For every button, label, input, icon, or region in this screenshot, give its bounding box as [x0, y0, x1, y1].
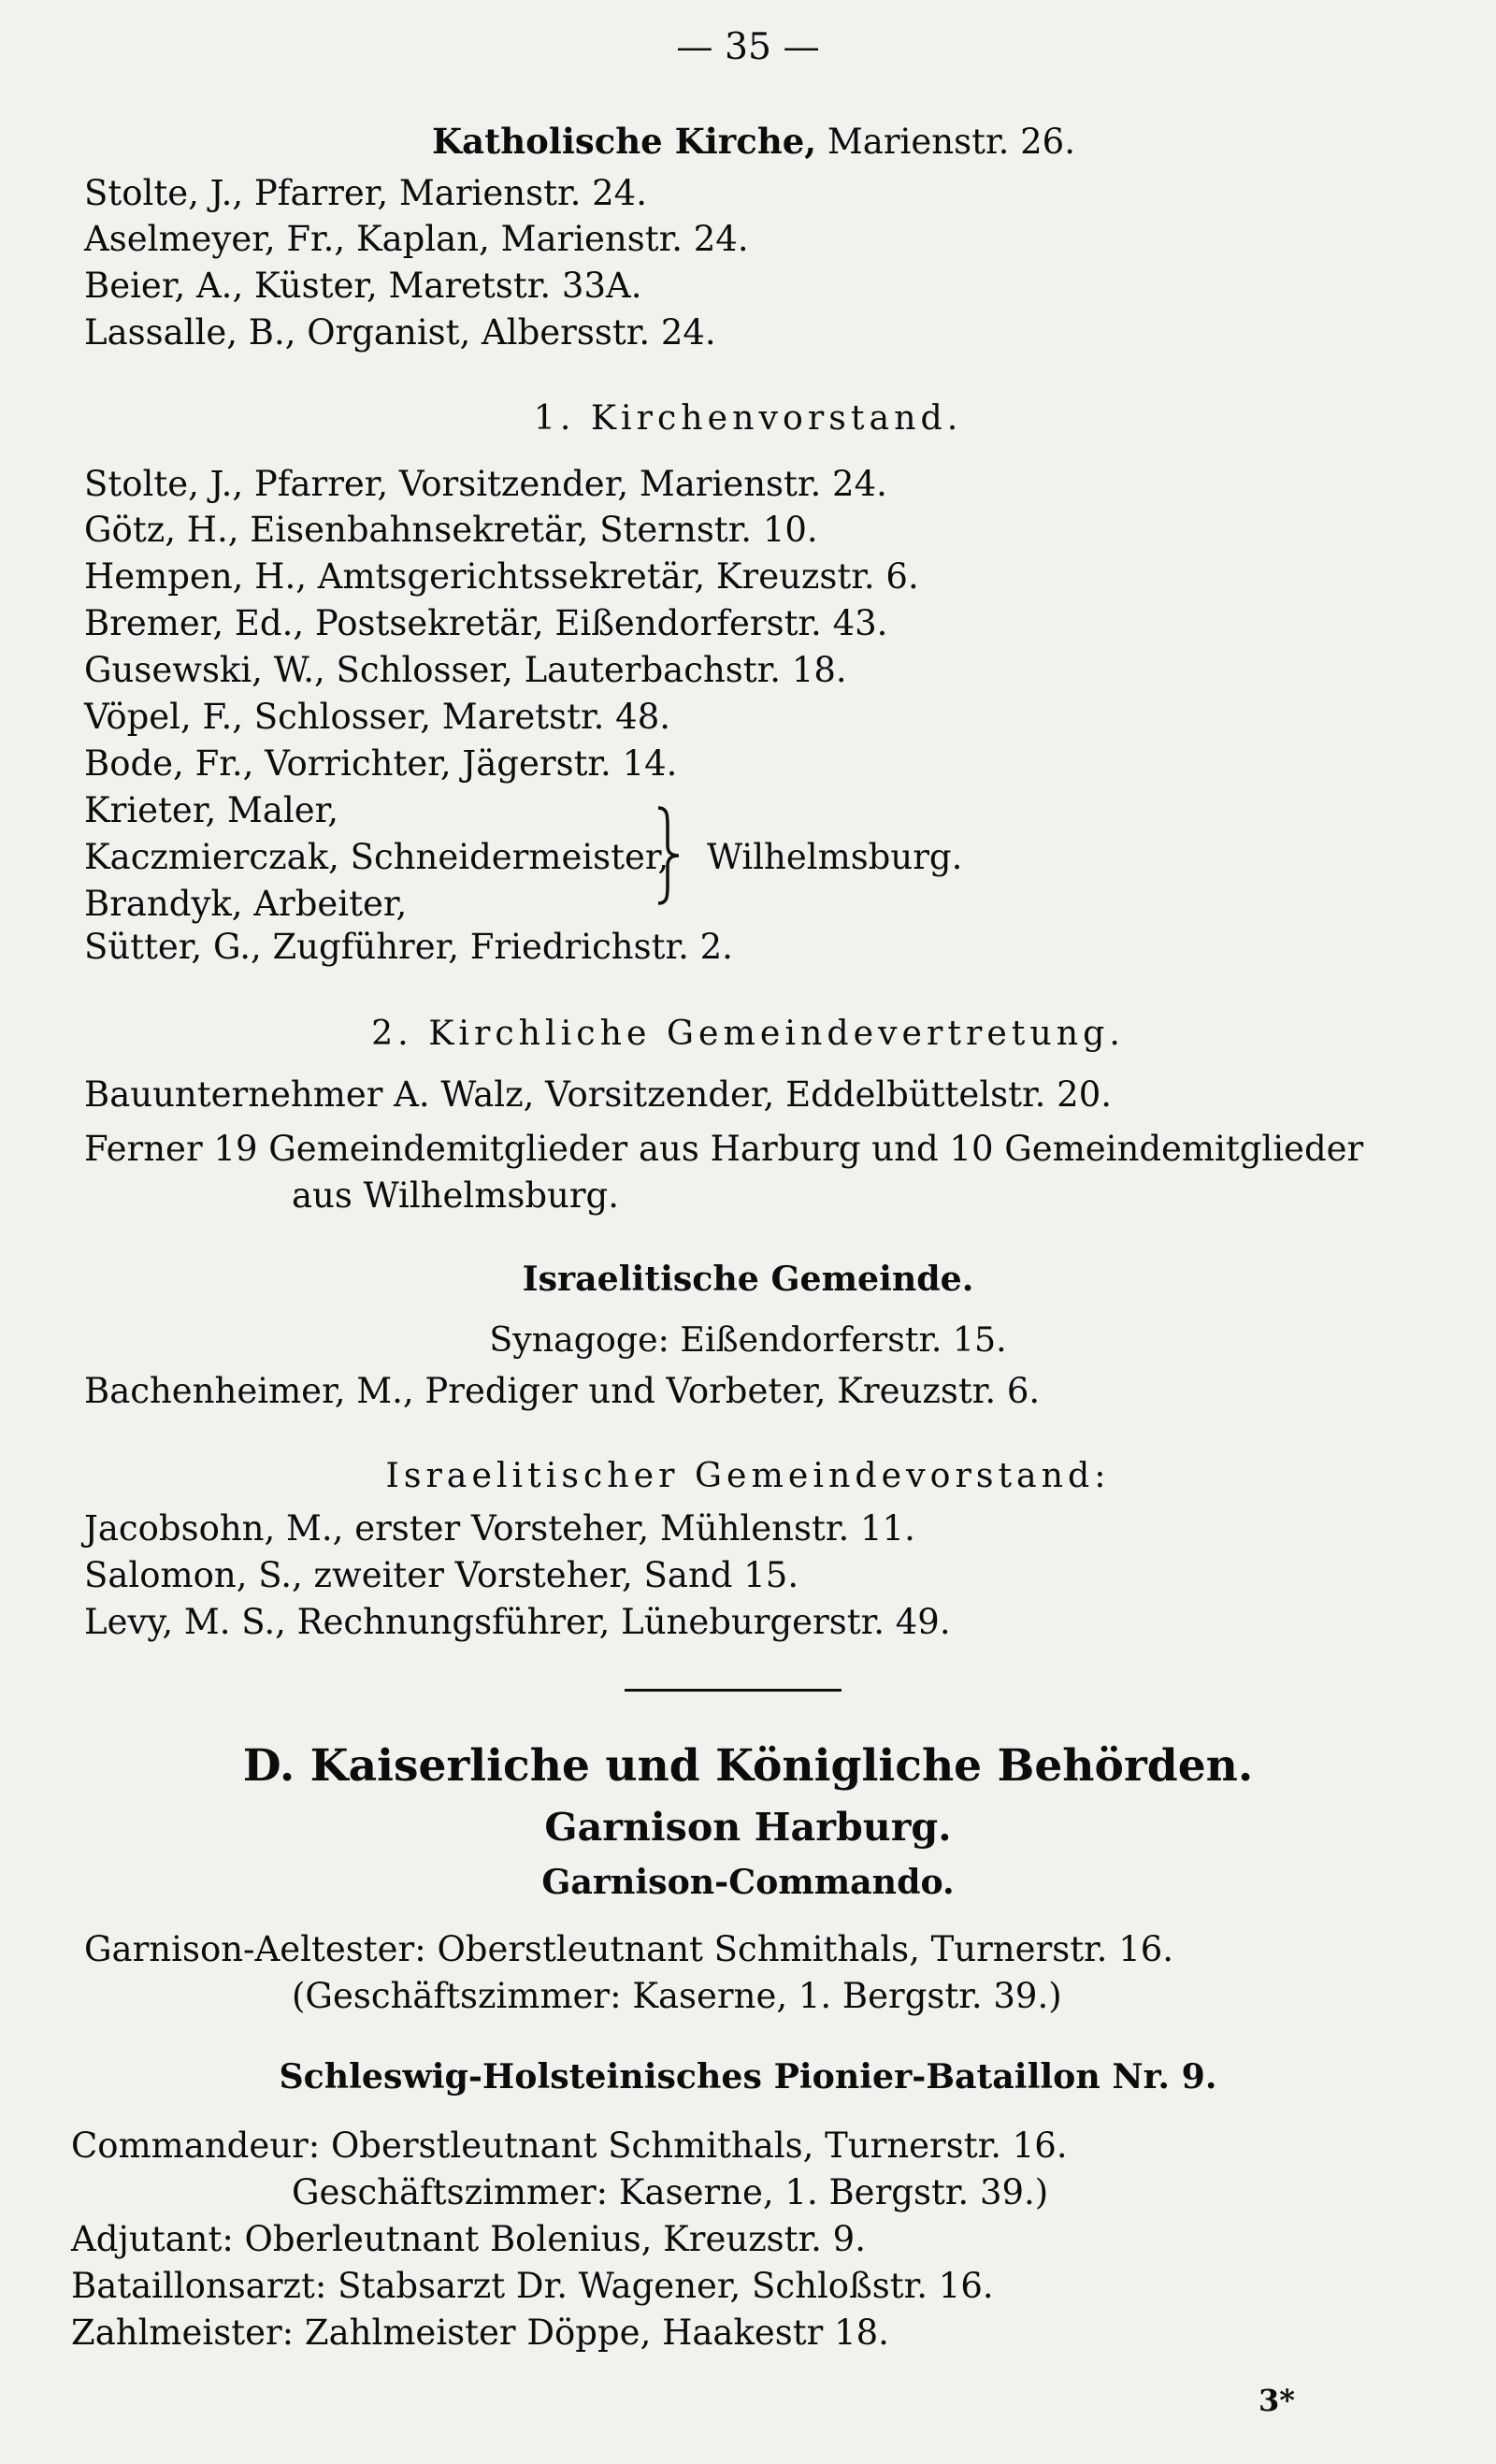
section-heading-israelitische-gemeinde: Israelitische Gemeinde. — [522, 1259, 974, 1299]
entry-line: Bauunternehmer A. Walz, Vorsitzender, Eddelbüttelstr. 20. — [84, 1074, 1112, 1115]
section-heading-behoerden: D. Kaiserliche und Königliche Behörden. — [242, 1740, 1254, 1792]
wilhelmsburg-label: Wilhelmsburg. — [707, 837, 963, 877]
entry-line: Geschäftszimmer: Kaserne, 1. Bergstr. 39.) — [292, 2172, 1049, 2212]
heading-garnison-commando: Garnison-Commando. — [541, 1862, 955, 1902]
entry-line: Gusewski, W., Schlosser, Lauterbachstr. 18. — [84, 650, 847, 690]
entry-line: aus Wilhelmsburg. — [292, 1175, 619, 1216]
entry-line: Garnison-Aeltester: Oberstleutnant Schmithals, Turnerstr. 16. — [84, 1929, 1174, 1969]
curly-brace-icon — [654, 806, 683, 905]
entry-line: Sütter, G., Zugführer, Friedrichstr. 2. — [84, 927, 733, 967]
subheading-gemeindevertretung: 2. Kirchliche Gemeindevertretung. — [371, 1013, 1125, 1053]
entry-line: Salomon, S., zweiter Vorsteher, Sand 15. — [84, 1555, 799, 1595]
entry-line: Bode, Fr., Vorrichter, Jägerstr. 14. — [84, 743, 678, 784]
page-number: — 35 — — [676, 26, 820, 68]
entry-line: Hempen, H., Amtsgerichtssekretär, Kreuzstr. 6. — [84, 556, 919, 597]
section-heading-katholische-kirche — [432, 120, 1075, 164]
signature-mark: 3* — [1259, 2383, 1295, 2418]
entry-line: Lassalle, B., Organist, Albersstr. 24. — [84, 312, 716, 353]
entry-line: Bataillonsarzt: Stabsarzt Dr. Wagener, Schloßstr. 16. — [71, 2266, 994, 2306]
entry-line: Beier, A., Küster, Maretstr. 33A. — [84, 266, 642, 306]
entry-line: Götz, H., Eisenbahnsekretär, Sternstr. 10. — [84, 510, 818, 550]
entry-line: (Geschäftszimmer: Kaserne, 1. Bergstr. 39.) — [292, 1976, 1062, 2016]
entry-line: Aselmeyer, Fr., Kaplan, Marienstr. 24. — [84, 219, 749, 259]
entry-line: Commandeur: Oberstleutnant Schmithals, Turnerstr. 16. — [71, 2125, 1068, 2166]
heading-title: Katholische Kirche, — [432, 121, 817, 162]
section-divider — [625, 1689, 842, 1692]
heading-garnison-harburg: Garnison Harburg. — [544, 1804, 952, 1850]
entry-line: Levy, M. S., Rechnungsführer, Lüneburgerstr. 49. — [84, 1602, 951, 1642]
entry-line: Jacobsohn, M., erster Vorsteher, Mühlenstr. 11. — [84, 1508, 915, 1549]
subheading-kirchenvorstand: 1. Kirchenvorstand. — [533, 397, 963, 438]
entry-line: Bremer, Ed., Postsekretär, Eißendorferstr. 43. — [84, 603, 888, 643]
entry-line: Bachenheimer, M., Prediger und Vorbeter, Kreuzstr. 6. — [84, 1371, 1041, 1411]
synagoge-line: Synagoge: Eißendorferstr. 15. — [489, 1319, 1007, 1360]
entry-line: Kaczmierczak, Schneidermeister, — [84, 837, 669, 877]
entry-line: Ferner 19 Gemeindemitglieder aus Harburg und 10 Gemeindemitglieder — [84, 1129, 1364, 1169]
subheading-gemeindevorstand: Israelitischer Gemeindevorstand: — [385, 1455, 1111, 1495]
entry-line: Zahlmeister: Zahlmeister Döppe, Haakestr 18. — [71, 2313, 889, 2353]
entry-line: Krieter, Maler, — [84, 790, 339, 830]
entry-line: Stolte, J., Pfarrer, Marienstr. 24. — [84, 173, 647, 213]
heading-address: Marienstr. 26. — [827, 122, 1075, 162]
entry-line: Brandyk, Arbeiter, — [84, 884, 408, 924]
entry-line: Vöpel, F., Schlosser, Maretstr. 48. — [84, 697, 670, 737]
entry-line: Stolte, J., Pfarrer, Vorsitzender, Marienstr. 24. — [84, 464, 887, 504]
entry-line: Adjutant: Oberleutnant Bolenius, Kreuzstr. 9. — [71, 2219, 866, 2259]
heading-pionier-bataillon: Schleswig-Holsteinisches Pionier-Bataillon Nr. 9. — [279, 2056, 1217, 2097]
